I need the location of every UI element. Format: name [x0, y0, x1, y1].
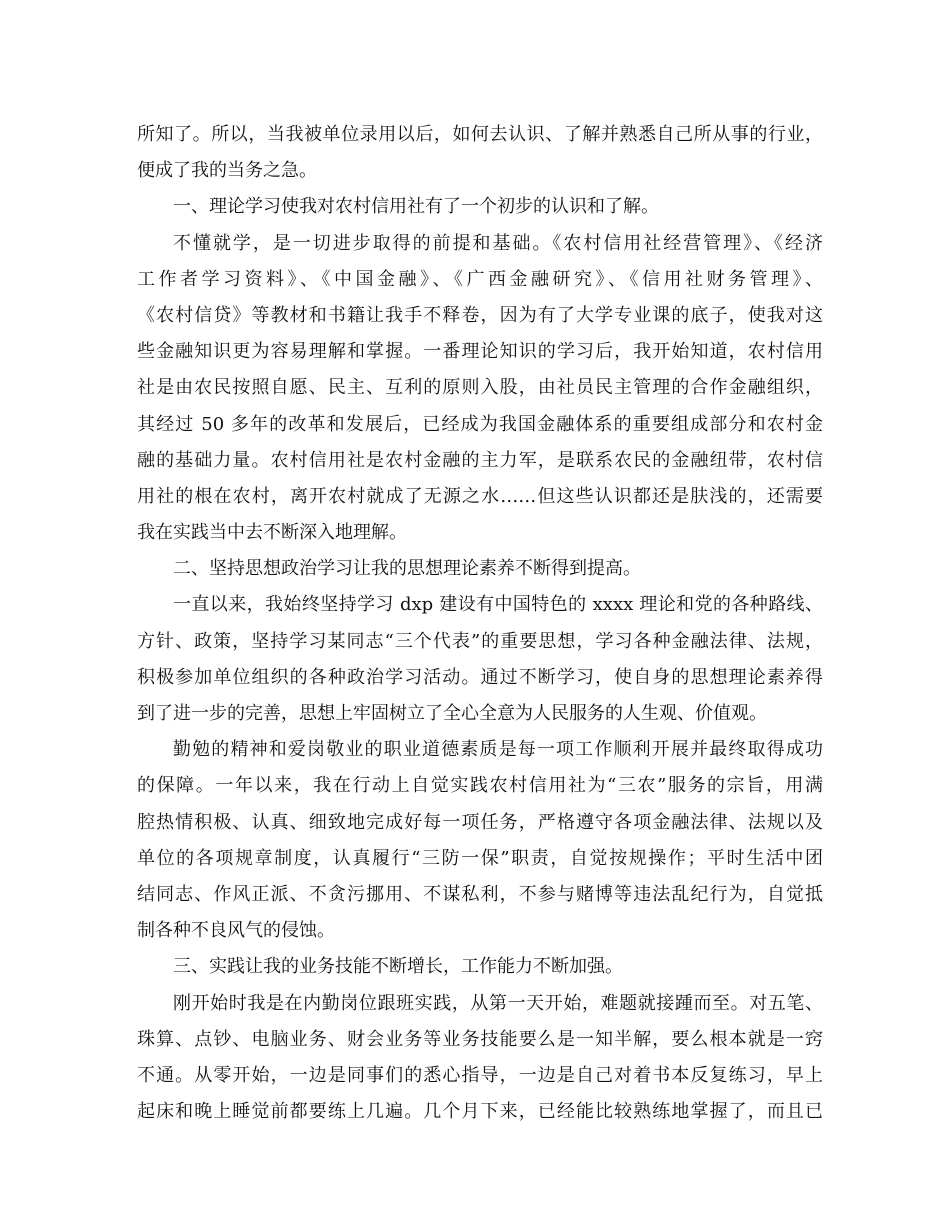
text-line: 我在实践当中去不断深入地理解。 — [137, 522, 407, 544]
paragraph — [137, 949, 823, 985]
paragraph — [137, 587, 823, 732]
text-line: 的保障。一年以来，我在行动上自觉实践农村信用社为“三农”服务的宗旨，用满 — [137, 775, 823, 797]
text-line: 一、理论学习使我对农村信用社有了一个初步的认识和了解。 — [173, 196, 659, 218]
text-line: 三、实践让我的业务技能不断增长，工作能力不断加强。 — [173, 956, 623, 978]
text-line: 其经过 50 多年的改革和发展后，已经成为我国金融体系的重要组成部分和农村金 — [137, 413, 823, 435]
text-line: 不懂就学，是一切进步取得的前提和基础。《农村信用社经营管理》、《经济 — [173, 232, 823, 254]
text-line: 制各种不良风气的侵蚀。 — [137, 920, 335, 942]
text-line: 起床和晚上睡觉前都要练上几遍。几个月下来，已经能比较熟练地掌握了，而且已 — [137, 1101, 823, 1123]
paragraph — [137, 551, 823, 587]
text-line: 结同志、作风正派、不贪污挪用、不谋私利，不参与赌博等违法乱纪行为，自觉抵 — [137, 883, 823, 905]
paragraph — [137, 226, 823, 552]
text-line: 腔热情积极、认真、细致地完成好每一项任务，严格遵守各项金融法律、法规以及 — [137, 811, 823, 833]
paragraph — [137, 117, 823, 189]
text-line: 些金融知识更为容易理解和掌握。一番理论知识的学习后，我开始知道，农村信用 — [137, 341, 823, 363]
text-line: 勤勉的精神和爱岗敬业的职业道德素质是每一项工作顺利开展并最终取得成功 — [173, 739, 823, 761]
text-line: 所知了。所以，当我被单位录用以后，如何去认识、了解并熟悉自己所从事的行业， — [137, 124, 823, 145]
paragraph — [137, 189, 823, 225]
document-body — [137, 117, 823, 1130]
text-line: 珠算、点钞、电脑业务、财会业务等业务技能要么是一知半解，要么根本就是一窍 — [137, 1028, 823, 1050]
text-line: 刚开始时我是在内勤岗位跟班实践，从第一天开始，难题就接踵而至。对五笔、 — [173, 992, 823, 1014]
text-line: 不通。从零开始，一边是同事们的悉心指导，一边是自己对着书本反复练习，早上 — [137, 1064, 823, 1086]
text-line: 融的基础力量。农村信用社是农村金融的主力军，是联系农民的金融纽带，农村信 — [137, 449, 823, 471]
text-line: 社是由农民按照自愿、民主、互利的原则入股，由社员民主管理的合作金融组织， — [137, 377, 823, 399]
text-line: 到了进一步的完善，思想上牢固树立了全心全意为人民服务的人生观、价值观。 — [137, 703, 767, 724]
paragraph — [137, 986, 823, 1131]
text-line: 单位的各项规章制度，认真履行“三防一保”职责，自觉按规操作；平时生活中团 — [137, 847, 823, 869]
text-line: 积极参加单位组织的各种政治学习活动。通过不断学习，使自身的思想理论素养得 — [137, 666, 823, 688]
text-line: 便成了我的当务之急。 — [137, 160, 317, 182]
text-line: 《农村信贷》等教材和书籍让我手不释卷，因为有了大学专业课的底子，使我对这 — [137, 304, 823, 326]
paragraph — [137, 732, 823, 949]
text-line: 一直以来，我始终坚持学习 dxp 建设有中国特色的 xxxx 理论和党的各种路线、 — [173, 594, 823, 616]
text-line: 工作者学习资料》、《中国金融》、《广西金融研究》、《信用社财务管理》、 — [137, 268, 823, 290]
text-line: 二、坚持思想政治学习让我的思想理论素养不断得到提高。 — [173, 558, 641, 580]
text-line: 用社的根在农村，离开农村就成了无源之水……但这些认识都还是肤浅的，还需要 — [137, 485, 823, 507]
text-line: 方针、政策，坚持学习某同志“三个代表”的重要思想，学习各种金融法律、法规， — [137, 630, 823, 652]
